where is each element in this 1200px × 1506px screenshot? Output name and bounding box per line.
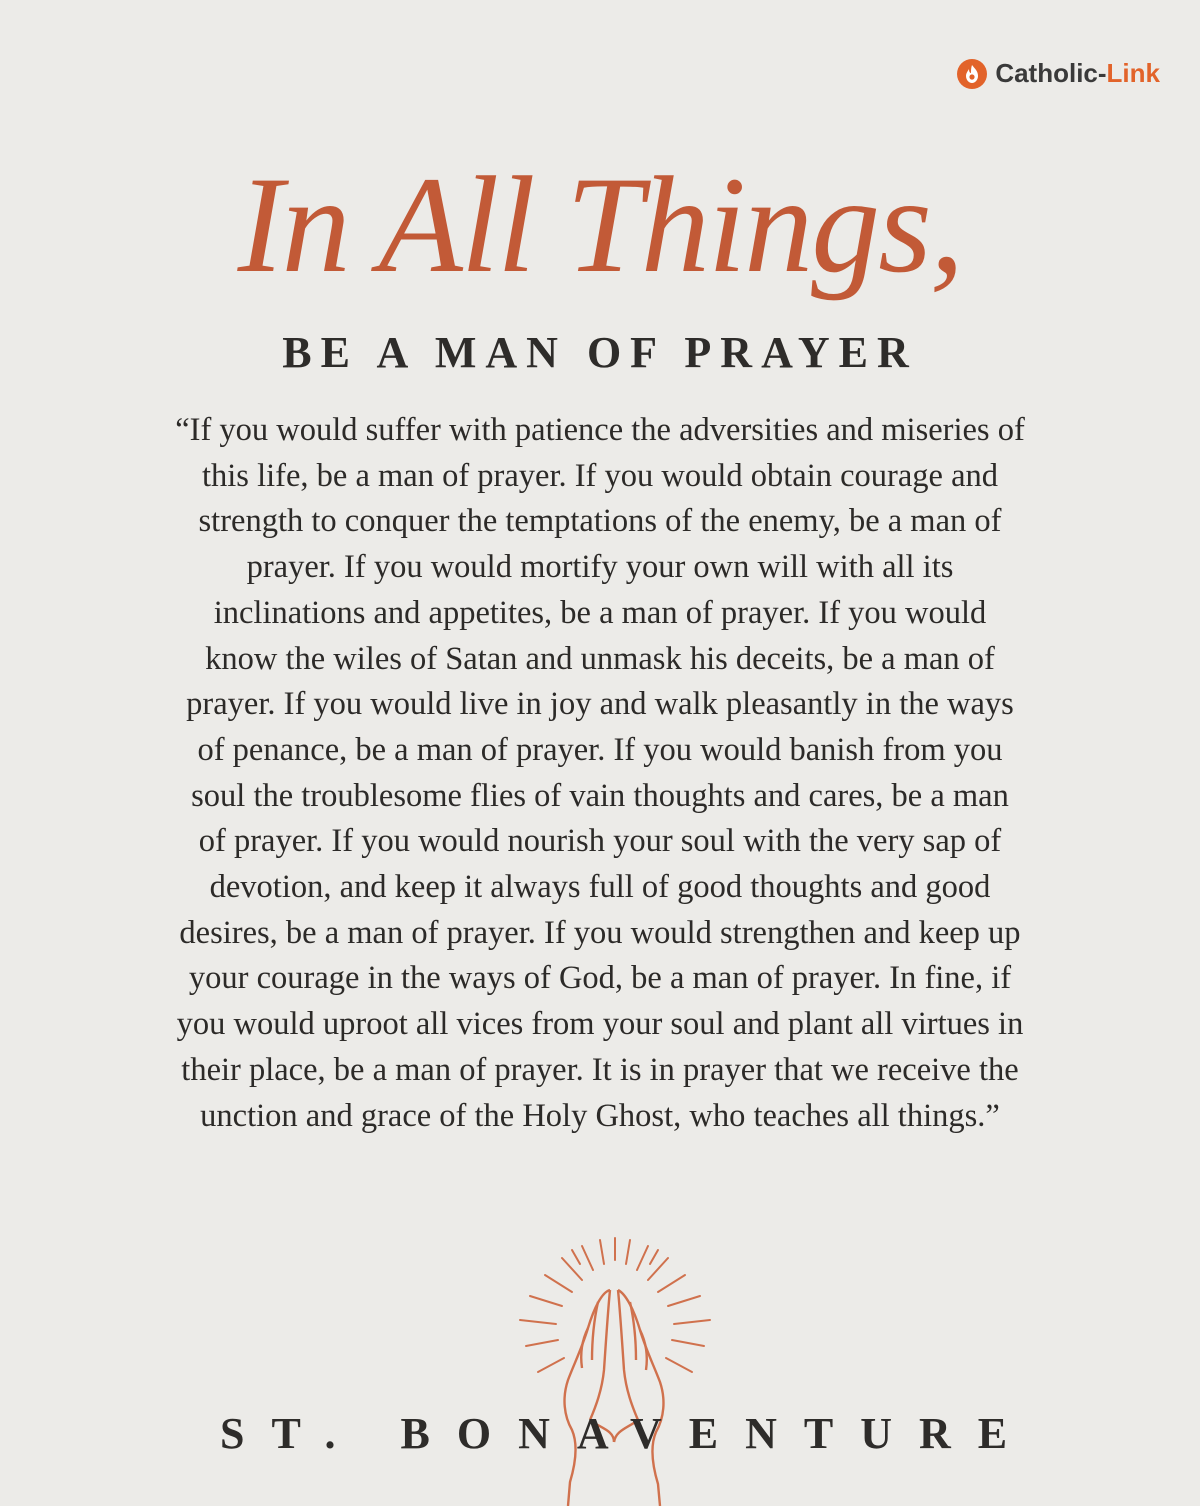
praying-hands-icon xyxy=(490,1230,740,1506)
brand-name-part1: Catholic- xyxy=(995,58,1107,88)
page-title: In All Things, xyxy=(237,148,963,301)
brand-name-part2: Link xyxy=(1106,58,1160,88)
page-subtitle: BE A MAN OF PRAYER xyxy=(282,328,918,377)
background-texture xyxy=(0,10,1200,56)
quote-text: “If you would suffer with patience the adversities and miseries of this life, be a man of prayer. If you would obtain courage and strength to conquer the temptations of the enemy, be a man of prayer. If you would mortify your own will with all its inclinations and appetites, be a man of prayer. If you would know the wiles of Satan and unmask his deceits, be a man of prayer. If you would live in joy and walk pleasantly in the ways of penance, be a man of prayer. If you would banish from you soul the troublesome flies of vain thoughts and cares, be a man of prayer. If you would nourish your soul with the very sap of devotion, and keep it always full of good thoughts and good desires, be a man of prayer. If you would strengthen and keep up your courage in the ways of God, be a man of prayer. In fine, if you would uproot all vices from your soul and plant all virtues in their place, be a man of prayer. It is in prayer that we receive the unction and grace of the Holy Ghost, who teaches all things.” xyxy=(175,412,1025,1134)
author-name: ST. BONAVENTURE xyxy=(220,1409,1035,1458)
flame-icon xyxy=(957,59,987,89)
brand-logo[interactable] xyxy=(957,58,1160,89)
